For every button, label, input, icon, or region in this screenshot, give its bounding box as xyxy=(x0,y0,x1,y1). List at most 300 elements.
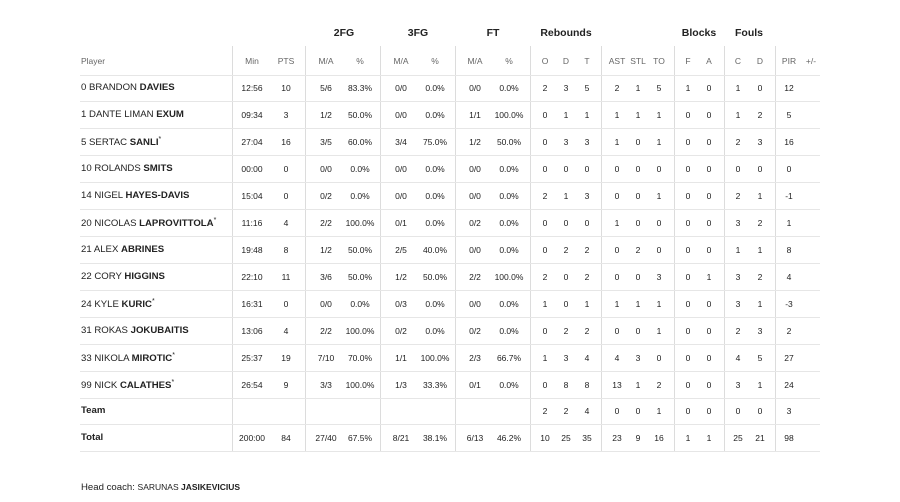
stat-cell: 0 xyxy=(786,164,792,174)
stat-cell: 0 xyxy=(685,380,691,390)
stat-cell: 1 xyxy=(757,191,763,201)
stat-cell: 11 xyxy=(281,272,291,282)
stat-cell: 0 xyxy=(283,299,289,309)
stat-cell: 2 xyxy=(735,326,741,336)
row-divider xyxy=(80,398,820,399)
column-divider xyxy=(305,46,306,452)
stat-cell: 1 xyxy=(584,299,590,309)
stat-cell: 15:04 xyxy=(241,191,263,201)
stat-cell: 0 xyxy=(757,406,763,416)
player-number: 0 xyxy=(81,82,90,93)
player-number: 5 xyxy=(81,137,90,149)
coach-text: JASIKEVICIUS xyxy=(181,482,241,492)
stat-cell: 0 xyxy=(635,406,641,416)
stat-cell: 0 xyxy=(635,137,641,147)
stat-cell: 2 xyxy=(584,272,590,282)
group-header: Blocks xyxy=(681,27,717,39)
stat-cell: 3 xyxy=(757,326,763,336)
stat-cell: 12:56 xyxy=(241,83,263,93)
stat-cell: 0/0 xyxy=(395,110,407,120)
stat-cell: 66.7% xyxy=(496,353,522,363)
stat-cell: 0/0 xyxy=(395,83,407,93)
row-divider xyxy=(80,209,820,210)
stat-cell: 0 xyxy=(614,406,620,416)
stat-cell: -1 xyxy=(785,191,793,201)
player-last-name: MIROTIC xyxy=(131,353,173,365)
stat-cell: 0 xyxy=(706,83,712,93)
column-header: % xyxy=(505,56,513,66)
stat-cell: 100.0% xyxy=(345,380,375,390)
stat-cell: 1 xyxy=(656,110,662,120)
stat-cell: 0.0% xyxy=(350,299,370,309)
stat-cell: 0 xyxy=(563,272,569,282)
stat-cell: 0.0% xyxy=(425,110,445,120)
player-first-name: CORY xyxy=(94,271,125,282)
stat-cell: 3 xyxy=(563,353,569,363)
stat-cell: 0/0 xyxy=(320,299,332,309)
stat-cell: 2 xyxy=(542,272,548,282)
player-last-name: ABRINES xyxy=(121,244,165,255)
stat-cell: 1 xyxy=(656,137,662,147)
stat-cell: 0/0 xyxy=(395,164,407,174)
player-number: 24 xyxy=(81,299,95,311)
player-name: 99 NICK CALATHES* xyxy=(81,379,175,392)
player-name xyxy=(81,271,165,282)
player-last-name: SMITS xyxy=(143,163,173,174)
stat-cell: 0 xyxy=(635,164,641,174)
player-number: 22 xyxy=(81,271,95,282)
stat-cell: 0/1 xyxy=(395,218,407,228)
stat-cell: 1 xyxy=(635,380,641,390)
stat-cell: 16 xyxy=(281,137,291,147)
stat-cell: 1 xyxy=(706,433,712,443)
coach-text: Head coach: xyxy=(81,482,138,493)
stat-cell: 0 xyxy=(614,245,620,255)
stat-cell: 00:00 xyxy=(241,164,263,174)
stat-cell: 13:06 xyxy=(241,326,263,336)
row-divider xyxy=(80,290,820,291)
column-divider xyxy=(455,46,456,452)
stat-cell: 2 xyxy=(563,406,569,416)
stat-cell: 2 xyxy=(735,191,741,201)
stat-cell: 0 xyxy=(542,137,548,147)
stat-cell: 84 xyxy=(281,433,291,443)
stat-cell: 16 xyxy=(654,433,664,443)
stat-cell: 25 xyxy=(561,433,571,443)
row-divider xyxy=(80,182,820,183)
stat-cell: 1 xyxy=(735,83,741,93)
stat-cell: 0 xyxy=(685,218,691,228)
row-divider xyxy=(80,101,820,102)
row-divider xyxy=(80,424,820,425)
player-name xyxy=(81,190,189,201)
stat-cell: 2 xyxy=(563,326,569,336)
stat-cell: 2 xyxy=(584,326,590,336)
column-divider xyxy=(674,46,675,452)
stat-cell: 1 xyxy=(635,299,641,309)
column-divider xyxy=(232,46,233,452)
stat-cell: 0 xyxy=(685,272,691,282)
stat-cell: 0 xyxy=(584,218,590,228)
player-first-name: ALEX xyxy=(93,244,122,255)
stat-cell: 100.0% xyxy=(494,272,524,282)
stat-cell: 98 xyxy=(784,433,794,443)
stat-cell: 7/10 xyxy=(317,353,335,363)
stat-cell: 24 xyxy=(784,380,794,390)
player-number: 33 xyxy=(81,353,95,365)
stat-cell: 50.0% xyxy=(347,272,373,282)
stat-cell: 3 xyxy=(735,299,741,309)
stat-cell: 0 xyxy=(735,164,741,174)
stat-cell: -3 xyxy=(785,299,793,309)
stat-cell: 2 xyxy=(786,326,792,336)
stat-cell: 0 xyxy=(614,191,620,201)
player-last-name: EXUM xyxy=(156,109,184,120)
stat-cell: 0 xyxy=(563,218,569,228)
player-first-name: ROKAS xyxy=(94,325,131,336)
stat-cell: 3 xyxy=(786,406,792,416)
stat-cell: 2/2 xyxy=(320,326,332,336)
stat-cell: 3 xyxy=(735,380,741,390)
stat-cell: 0 xyxy=(542,218,548,228)
stat-cell: 0/0 xyxy=(395,191,407,201)
stat-cell: 1 xyxy=(757,380,763,390)
stat-cell: 38.1% xyxy=(422,433,448,443)
stat-cell: 0.0% xyxy=(499,245,519,255)
stat-cell: 0 xyxy=(563,299,569,309)
stat-cell: 83.3% xyxy=(347,83,373,93)
stat-cell: 3 xyxy=(735,218,741,228)
stat-cell: 2 xyxy=(614,83,620,93)
stat-cell: 1 xyxy=(614,110,620,120)
stat-cell: 50.0% xyxy=(496,137,522,147)
stat-cell: 0 xyxy=(563,164,569,174)
stat-cell: 10 xyxy=(281,83,291,93)
stat-cell: 3 xyxy=(584,137,590,147)
player-last-name: LAPROVITTOLA xyxy=(139,218,214,230)
stat-cell: 1 xyxy=(656,406,662,416)
stat-cell: 0 xyxy=(706,353,712,363)
stat-cell: 16:31 xyxy=(241,299,263,309)
column-divider xyxy=(530,46,531,452)
stat-cell: 0.0% xyxy=(425,83,445,93)
stat-cell: 5 xyxy=(757,353,763,363)
group-header: FT xyxy=(486,27,500,39)
stat-cell: 27 xyxy=(784,353,794,363)
player-number: 20 xyxy=(81,218,95,230)
stat-cell: 0 xyxy=(283,191,289,201)
stat-cell: 0 xyxy=(706,137,712,147)
stat-cell: 0/0 xyxy=(469,191,481,201)
stat-cell: 27/40 xyxy=(315,433,337,443)
stat-cell: 4 xyxy=(584,406,590,416)
column-header: M/A xyxy=(393,56,409,66)
stat-cell: 100.0% xyxy=(494,110,524,120)
stat-cell: 1/2 xyxy=(320,110,332,120)
stat-cell: 19:48 xyxy=(241,245,263,255)
player-last-name: HIGGINS xyxy=(124,271,165,282)
stat-cell: 0/0 xyxy=(469,83,481,93)
stat-cell: 12 xyxy=(784,83,794,93)
stat-cell: 1 xyxy=(563,191,569,201)
stat-cell: 25:37 xyxy=(241,353,263,363)
stat-cell: 0/0 xyxy=(320,164,332,174)
column-header: Min xyxy=(245,56,259,66)
stat-cell: 8 xyxy=(283,245,289,255)
stat-cell: 60.0% xyxy=(347,137,373,147)
header-divider xyxy=(80,75,820,76)
stat-cell: 2 xyxy=(542,406,548,416)
stat-cell: 100.0% xyxy=(345,218,375,228)
row-divider xyxy=(80,236,820,237)
stat-cell: 1/1 xyxy=(395,353,407,363)
stat-cell: 0 xyxy=(635,191,641,201)
column-header: STL xyxy=(630,56,646,66)
group-header: 2FG xyxy=(333,27,355,39)
stat-cell: 3 xyxy=(757,137,763,147)
stat-cell: 23 xyxy=(612,433,622,443)
stat-cell: 0/3 xyxy=(395,299,407,309)
player-first-name: BRANDON xyxy=(89,82,140,93)
stat-cell: 35 xyxy=(582,433,592,443)
stat-cell: 1 xyxy=(614,299,620,309)
stat-cell: 1 xyxy=(656,191,662,201)
stat-cell: 2 xyxy=(584,245,590,255)
player-last-name: SANLI xyxy=(129,137,159,149)
stat-cell: 0 xyxy=(656,164,662,174)
stat-cell: 0 xyxy=(685,406,691,416)
stat-cell: 50.0% xyxy=(347,110,373,120)
row-divider xyxy=(80,371,820,372)
player-name xyxy=(81,82,175,93)
stat-cell: 2 xyxy=(735,137,741,147)
player-name xyxy=(81,163,173,174)
stat-cell: 0 xyxy=(614,272,620,282)
stat-cell: 0.0% xyxy=(425,326,445,336)
stat-cell: 0/2 xyxy=(469,326,481,336)
stat-cell: 4 xyxy=(614,353,620,363)
stat-cell: 0 xyxy=(706,164,712,174)
player-last-name: JOKUBAITIS xyxy=(130,325,189,336)
stat-cell: 21 xyxy=(755,433,765,443)
stat-cell: 1 xyxy=(735,245,741,255)
stat-cell: 1/3 xyxy=(395,380,407,390)
stat-cell: 13 xyxy=(612,380,622,390)
stat-cell: 100.0% xyxy=(345,326,375,336)
stat-cell: 4 xyxy=(735,353,741,363)
stat-cell: 1 xyxy=(542,353,548,363)
stat-cell: 0/2 xyxy=(395,326,407,336)
stat-cell: 1/1 xyxy=(469,110,481,120)
column-divider xyxy=(724,46,725,452)
row-divider xyxy=(80,317,820,318)
column-header: AST xyxy=(608,56,626,66)
stat-cell: 11:16 xyxy=(241,218,263,228)
player-name xyxy=(81,109,184,120)
stat-cell: 3/3 xyxy=(320,380,332,390)
stat-cell: 50.0% xyxy=(347,245,373,255)
stat-cell: 5/6 xyxy=(320,83,332,93)
stat-cell: 2 xyxy=(563,245,569,255)
stat-cell: 46.2% xyxy=(496,433,522,443)
column-header: D xyxy=(562,56,570,66)
stat-cell: 0/2 xyxy=(320,191,332,201)
player-number: 21 xyxy=(81,244,94,255)
stat-cell: 3/6 xyxy=(320,272,332,282)
stat-cell: 0 xyxy=(542,326,548,336)
stat-cell: 9 xyxy=(635,433,641,443)
stat-cell: 5 xyxy=(786,110,792,120)
stat-cell: 2/2 xyxy=(320,218,332,228)
stat-cell: 0/0 xyxy=(469,164,481,174)
stat-cell: 0/0 xyxy=(469,245,481,255)
stat-cell: 0 xyxy=(706,191,712,201)
stat-cell: 2 xyxy=(757,110,763,120)
stat-cell: 0 xyxy=(706,380,712,390)
column-header: PTS xyxy=(277,56,295,66)
stat-cell: 0 xyxy=(685,326,691,336)
stat-cell: 3 xyxy=(635,353,641,363)
player-first-name: NICOLAS xyxy=(94,218,140,230)
stat-cell: 33.3% xyxy=(422,380,448,390)
stat-cell: 0 xyxy=(542,380,548,390)
player-first-name: KYLE xyxy=(94,299,122,311)
stat-cell: 50.0% xyxy=(422,272,448,282)
stat-cell: 8 xyxy=(584,380,590,390)
stat-cell: 3/5 xyxy=(320,137,332,147)
stat-cell: 0.0% xyxy=(425,218,445,228)
stat-cell: 2 xyxy=(542,83,548,93)
stat-cell: 8/21 xyxy=(392,433,410,443)
stat-cell: 0.0% xyxy=(350,164,370,174)
player-first-name: ROLANDS xyxy=(94,163,144,174)
stat-cell: 0 xyxy=(685,137,691,147)
column-header: A xyxy=(706,56,712,66)
group-header: 3FG xyxy=(407,27,429,39)
stat-cell: 70.0% xyxy=(347,353,373,363)
stat-cell: 25 xyxy=(733,433,743,443)
stat-cell: 09:34 xyxy=(241,110,263,120)
column-header: C xyxy=(734,56,742,66)
column-header: Player xyxy=(81,56,106,66)
stat-cell: 0 xyxy=(685,164,691,174)
stat-cell: 1 xyxy=(735,110,741,120)
stat-cell: 2 xyxy=(757,272,763,282)
row-divider xyxy=(80,155,820,156)
stat-cell: 0.0% xyxy=(499,218,519,228)
stat-cell: 4 xyxy=(584,353,590,363)
stat-cell: 0 xyxy=(685,353,691,363)
column-header: +/- xyxy=(805,56,817,66)
stat-cell: 0.0% xyxy=(499,164,519,174)
player-last-name: KURIC xyxy=(121,299,152,311)
stat-cell: 6/13 xyxy=(466,433,484,443)
column-header: O xyxy=(541,56,549,66)
stat-cell: 0/1 xyxy=(469,380,481,390)
stat-cell: 0 xyxy=(706,406,712,416)
stat-cell: 3 xyxy=(735,272,741,282)
column-header: % xyxy=(356,56,364,66)
stat-cell: 19 xyxy=(281,353,291,363)
stat-cell: 0 xyxy=(635,326,641,336)
stat-cell: 3 xyxy=(563,83,569,93)
stat-cell: 0 xyxy=(656,353,662,363)
stat-cell: 0 xyxy=(685,110,691,120)
stat-cell: 0.0% xyxy=(425,164,445,174)
row-divider xyxy=(80,344,820,345)
stat-cell: 1 xyxy=(635,110,641,120)
column-divider xyxy=(775,46,776,452)
stat-cell: 1 xyxy=(563,110,569,120)
stat-cell: 0 xyxy=(656,218,662,228)
stat-cell: 0 xyxy=(542,245,548,255)
stat-cell: 1 xyxy=(614,218,620,228)
stat-cell: 200:00 xyxy=(239,433,265,443)
stat-cell: 16 xyxy=(784,137,794,147)
player-number: 14 xyxy=(81,190,95,201)
player-first-name: NIGEL xyxy=(94,190,126,201)
player-name: 20 NICOLAS LAPROVITTOLA* xyxy=(81,217,217,230)
stat-cell: 1 xyxy=(786,218,792,228)
stat-cell: 0.0% xyxy=(499,326,519,336)
stat-cell: 2 xyxy=(542,191,548,201)
column-header: F xyxy=(685,56,691,66)
stat-cell: 2/5 xyxy=(395,245,407,255)
stat-cell: 0 xyxy=(706,326,712,336)
column-header: T xyxy=(584,56,590,66)
stat-cell: 0 xyxy=(685,245,691,255)
stat-cell: 0 xyxy=(706,245,712,255)
stat-cell: 1 xyxy=(635,83,641,93)
stat-cell: 0 xyxy=(757,164,763,174)
player-first-name: DANTE LIMAN xyxy=(89,109,157,120)
stat-cell: 26:54 xyxy=(241,380,263,390)
row-divider xyxy=(80,451,820,452)
stat-cell: 75.0% xyxy=(422,137,448,147)
player-name xyxy=(81,325,189,336)
stat-cell: 0 xyxy=(542,110,548,120)
stat-cell: 0.0% xyxy=(499,191,519,201)
player-first-name: SERTAC xyxy=(89,137,130,149)
stat-cell: 1 xyxy=(656,299,662,309)
column-header: M/A xyxy=(467,56,483,66)
player-number: 10 xyxy=(81,163,95,174)
head-coach xyxy=(81,482,240,493)
team-label: Team xyxy=(81,405,106,416)
stat-cell: 2/2 xyxy=(469,272,481,282)
stat-cell: 0/2 xyxy=(469,218,481,228)
player-last-name: CALATHES xyxy=(119,380,172,392)
stat-cell: 3 xyxy=(283,110,289,120)
player-first-name: NIKOLA xyxy=(94,353,132,365)
stat-cell: 0.0% xyxy=(499,83,519,93)
stat-cell: 2 xyxy=(757,218,763,228)
stat-cell: 0.0% xyxy=(350,191,370,201)
stat-cell: 1 xyxy=(685,433,691,443)
player-number: 99 xyxy=(81,380,95,392)
column-divider xyxy=(380,46,381,452)
stat-cell: 0/0 xyxy=(469,299,481,309)
stat-cell: 0 xyxy=(635,218,641,228)
stat-cell: 0 xyxy=(685,299,691,309)
stat-cell: 0 xyxy=(735,406,741,416)
stat-cell: 10 xyxy=(540,433,550,443)
total-label: Total xyxy=(81,432,104,443)
stat-cell: 0 xyxy=(614,326,620,336)
stat-cell: 40.0% xyxy=(422,245,448,255)
column-header: D xyxy=(756,56,764,66)
row-divider xyxy=(80,263,820,264)
